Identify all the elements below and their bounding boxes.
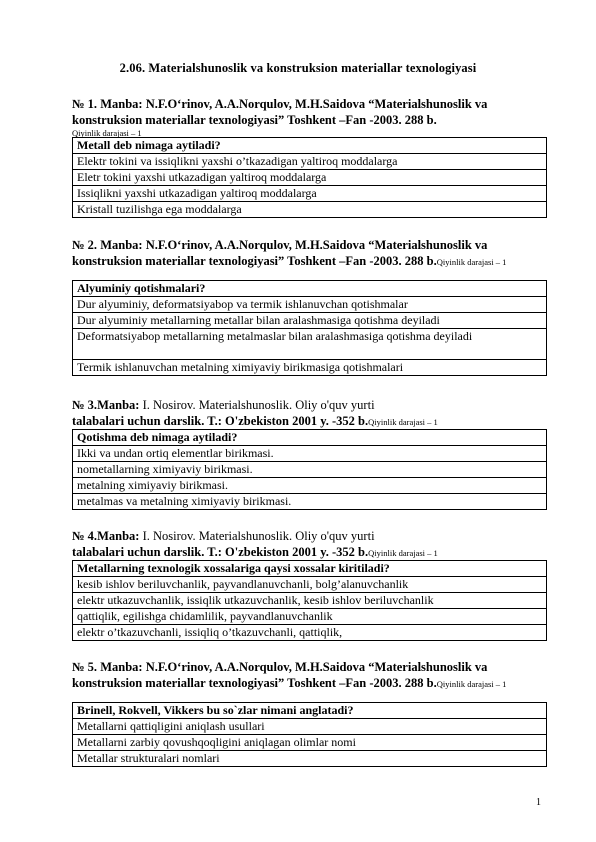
answer-option: Termik ishlanuvchan metalning ximiyaviy birikmasiga qotishmalari <box>73 360 547 376</box>
answer-option: nometallarning ximiyaviy birikmasi. <box>73 462 547 478</box>
question-3-table <box>72 429 547 510</box>
question-2-source: № 2. Manba: N.F.O‘rinov, A.A.Norqulov, M.H.Saidova “Materialshunoslik va konstruksion materiallar texnologiyasi” Toshkent –Fan -2003. 288 b.Qiyinlik darajasi – 1 <box>72 238 507 268</box>
answer-option: qattiqlik, egilishga chidamlilik, payvandlanuvchanlik <box>73 609 547 625</box>
question-2-table <box>72 280 547 376</box>
answer-option: elektr utkazuvchanlik, issiqlik utkazuvchanlik, kesib ishlov beriluvchanlik <box>73 593 547 609</box>
answer-option: kesib ishlov beriluvchanlik, payvandlanuvchanli, bolg’alanuvchanlik <box>73 577 547 593</box>
answer-option: Dur alyuminiy, deformatsiyabop va termik ishlanuvchan qotishmalar <box>73 297 547 313</box>
answer-option: Issiqlikni yaxshi utkazadigan yaltiroq moddalarga <box>73 186 547 202</box>
answer-option: Metallarni zarbiy qovushqoqligini aniqlagan olimlar nomi <box>73 735 547 751</box>
difficulty-label: Qiyinlik darajasi – 1 <box>436 679 507 689</box>
answer-option: metalning ximiyaviy birikmasi. <box>73 478 547 494</box>
question-text: Qotishma deb nimaga aytiladi? <box>73 430 547 446</box>
answer-option: Elektr tokini va issiqlikni yaxshi o’tkazadigan yaltiroq moddalarga <box>73 154 547 170</box>
answer-option: Deformatsiyabop metallarning metalmaslar bilan aralashmasiga qotishma deyiladi <box>73 329 547 360</box>
answer-option: Dur alyuminiy metallarning metallar bilan aralashmasiga qotishma deyiladi <box>73 313 547 329</box>
answer-option: Metallar strukturalari nomlari <box>73 751 547 767</box>
question-text: Alyuminiy qotishmalari? <box>73 281 547 297</box>
answer-option: Metallarni qattiqligini aniqlash usullari <box>73 719 547 735</box>
answer-option: Ikki va undan ortiq elementlar birikmasi. <box>73 446 547 462</box>
question-4-source: № 4.Manba: I. Nosirov. Materialshunoslik. Oliy o'quv yurti talabalari uchun darslik. T.: O'zbekiston 2001 y. -352 b.Qiyinlik darajasi – 1 <box>72 529 438 559</box>
difficulty-label: Qiyinlik darajasi – 1 <box>368 548 438 558</box>
question-1-source: № 1. Manba: N.F.O‘rinov, A.A.Norqulov, M.H.Saidova “Materialshunoslik va konstruksion materiallar texnologiyasi” Toshkent –Fan -2003. 288 b. Qiyinlik darajasi – 1 <box>72 96 552 138</box>
document-title: 2.06. Materialshunoslik va konstruksion materiallar texnologiyasi <box>119 61 477 75</box>
answer-option: Kristall tuzilishga ega moddalarga <box>73 202 547 218</box>
answer-option: Eletr tokini yaxshi utkazadigan yaltiroq moddalarga <box>73 170 547 186</box>
question-text: Brinell, Rokvell, Vikkers bu so`zlar nimani anglatadi? <box>73 703 547 719</box>
question-1-table <box>72 137 547 218</box>
answer-option: elektr o’tkazuvchanli, issiqliq o’tkazuvchanli, qattiqlik, <box>73 625 547 641</box>
question-5-table <box>72 702 547 767</box>
page-number: 1 <box>536 797 541 808</box>
answer-option: metalmas va metalning ximiyaviy birikmasi. <box>73 494 547 510</box>
difficulty-label: Qiyinlik darajasi – 1 <box>368 417 438 427</box>
question-4-table <box>72 560 547 641</box>
question-text: Metall deb nimaga aytiladi? <box>73 138 547 154</box>
question-5-source: № 5. Manba: N.F.O‘rinov, A.A.Norqulov, M.H.Saidova “Materialshunoslik va konstruksion materiallar texnologiyasi” Toshkent –Fan -2003. 288 b.Qiyinlik darajasi – 1 <box>72 660 507 690</box>
difficulty-label: Qiyinlik darajasi – 1 <box>72 128 142 138</box>
question-3-source: № 3.Manba: I. Nosirov. Materialshunoslik. Oliy o'quv yurti talabalari uchun darslik. T.: O'zbekiston 2001 y. -352 b.Qiyinlik darajasi – 1 <box>72 398 438 428</box>
question-text: Metallarning texnologik xossalariga qaysi xossalar kiritiladi? <box>73 561 547 577</box>
difficulty-label: Qiyinlik darajasi – 1 <box>436 257 507 267</box>
